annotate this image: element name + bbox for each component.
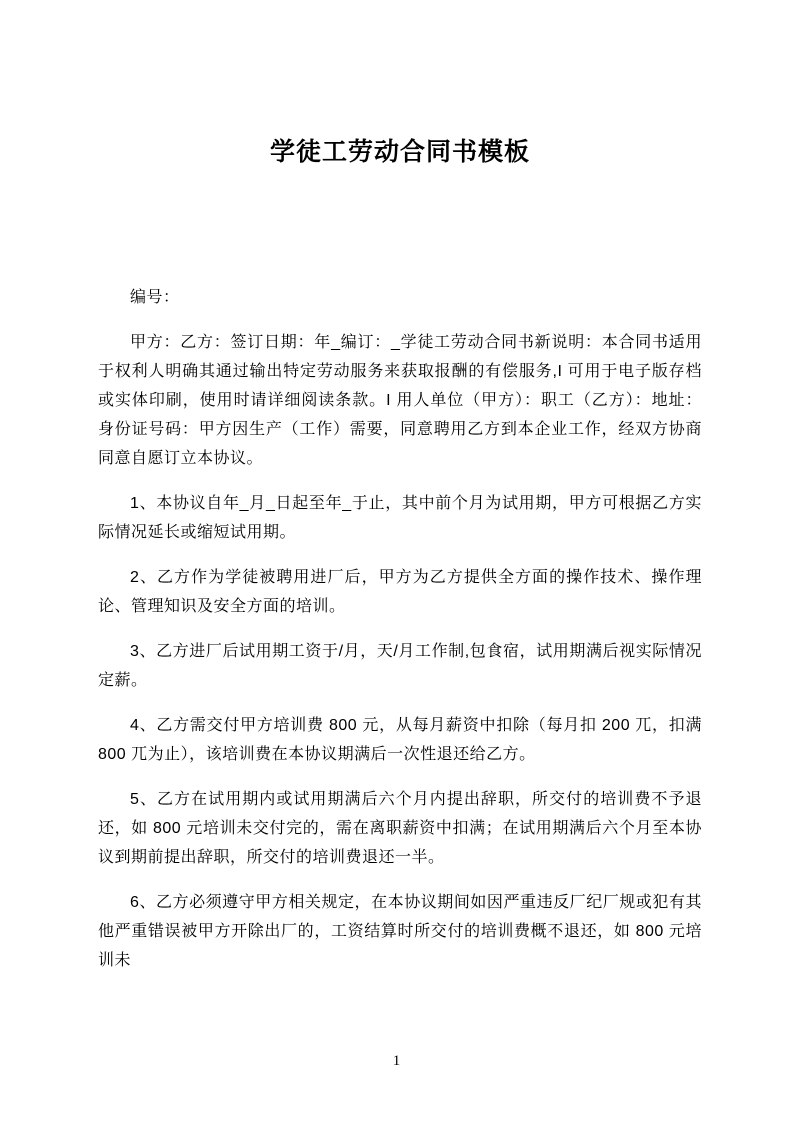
contract-number-label: 编号： xyxy=(130,289,180,306)
paragraph-clause-3: 3、乙方进厂后试用期工资于/月，天/月工作制,包食宿，试用期满后视实际情况定薪。 xyxy=(98,643,702,689)
paragraph-clause-6: 6、乙方必须遵守甲方相关规定，在本协议期间如因严重违反厂纪厂规或犯有其他严重错误被甲方开除出厂的，工资结算时所交付的培训费概不退还，如 800 元培训未 xyxy=(98,894,702,969)
page-number: 1 xyxy=(392,1053,401,1069)
document-title: 学徒工劳动合同书模板 xyxy=(269,138,530,166)
paragraph-clause-5: 5、乙方在试用期内或试用期满后六个月内提出辞职，所交付的培训费不予退还，如 800 元培训未交付完的，需在离职薪资中扣满；在试用期满后六个月至本协议到期前提出辞职，所交付的培训费退还一半。 xyxy=(98,791,702,866)
paragraph-clause-4: 4、乙方需交付甲方培训费 800 元，从每月薪资中扣除（每月扣 200 兀，扣满 800 兀为止），该培训费在本协议期满后一次性退还给乙方。 xyxy=(98,717,702,763)
paragraph-clause-2: 2、乙方作为学徒被聘用进厂后，甲方为乙方提供全方面的操作技术、操作理论、管理知识及安全方面的培训。 xyxy=(98,569,702,615)
paragraph-intro: 甲方：乙方：签订日期：年_编订：_学徒工劳动合同书新说明：本合同书适用于权利人明确其通过输出特定劳动服务来获取报酬的有偿服务,I 可用于电子版存档或实体印刷，使用时请详细阅读条款。I 用人单位（甲方）：职工（乙方）：地址：身份证号码：甲方因生产（工作）需要，同意聘用乙方到本企业工作，经双方协商同意自愿订立本协议。 xyxy=(98,334,702,467)
paragraph-clause-1: 1、本协议自年_月_日起至年_于止，其中前个月为试用期，甲方可根据乙方实际情况延长或缩短试用期。 xyxy=(98,495,702,541)
